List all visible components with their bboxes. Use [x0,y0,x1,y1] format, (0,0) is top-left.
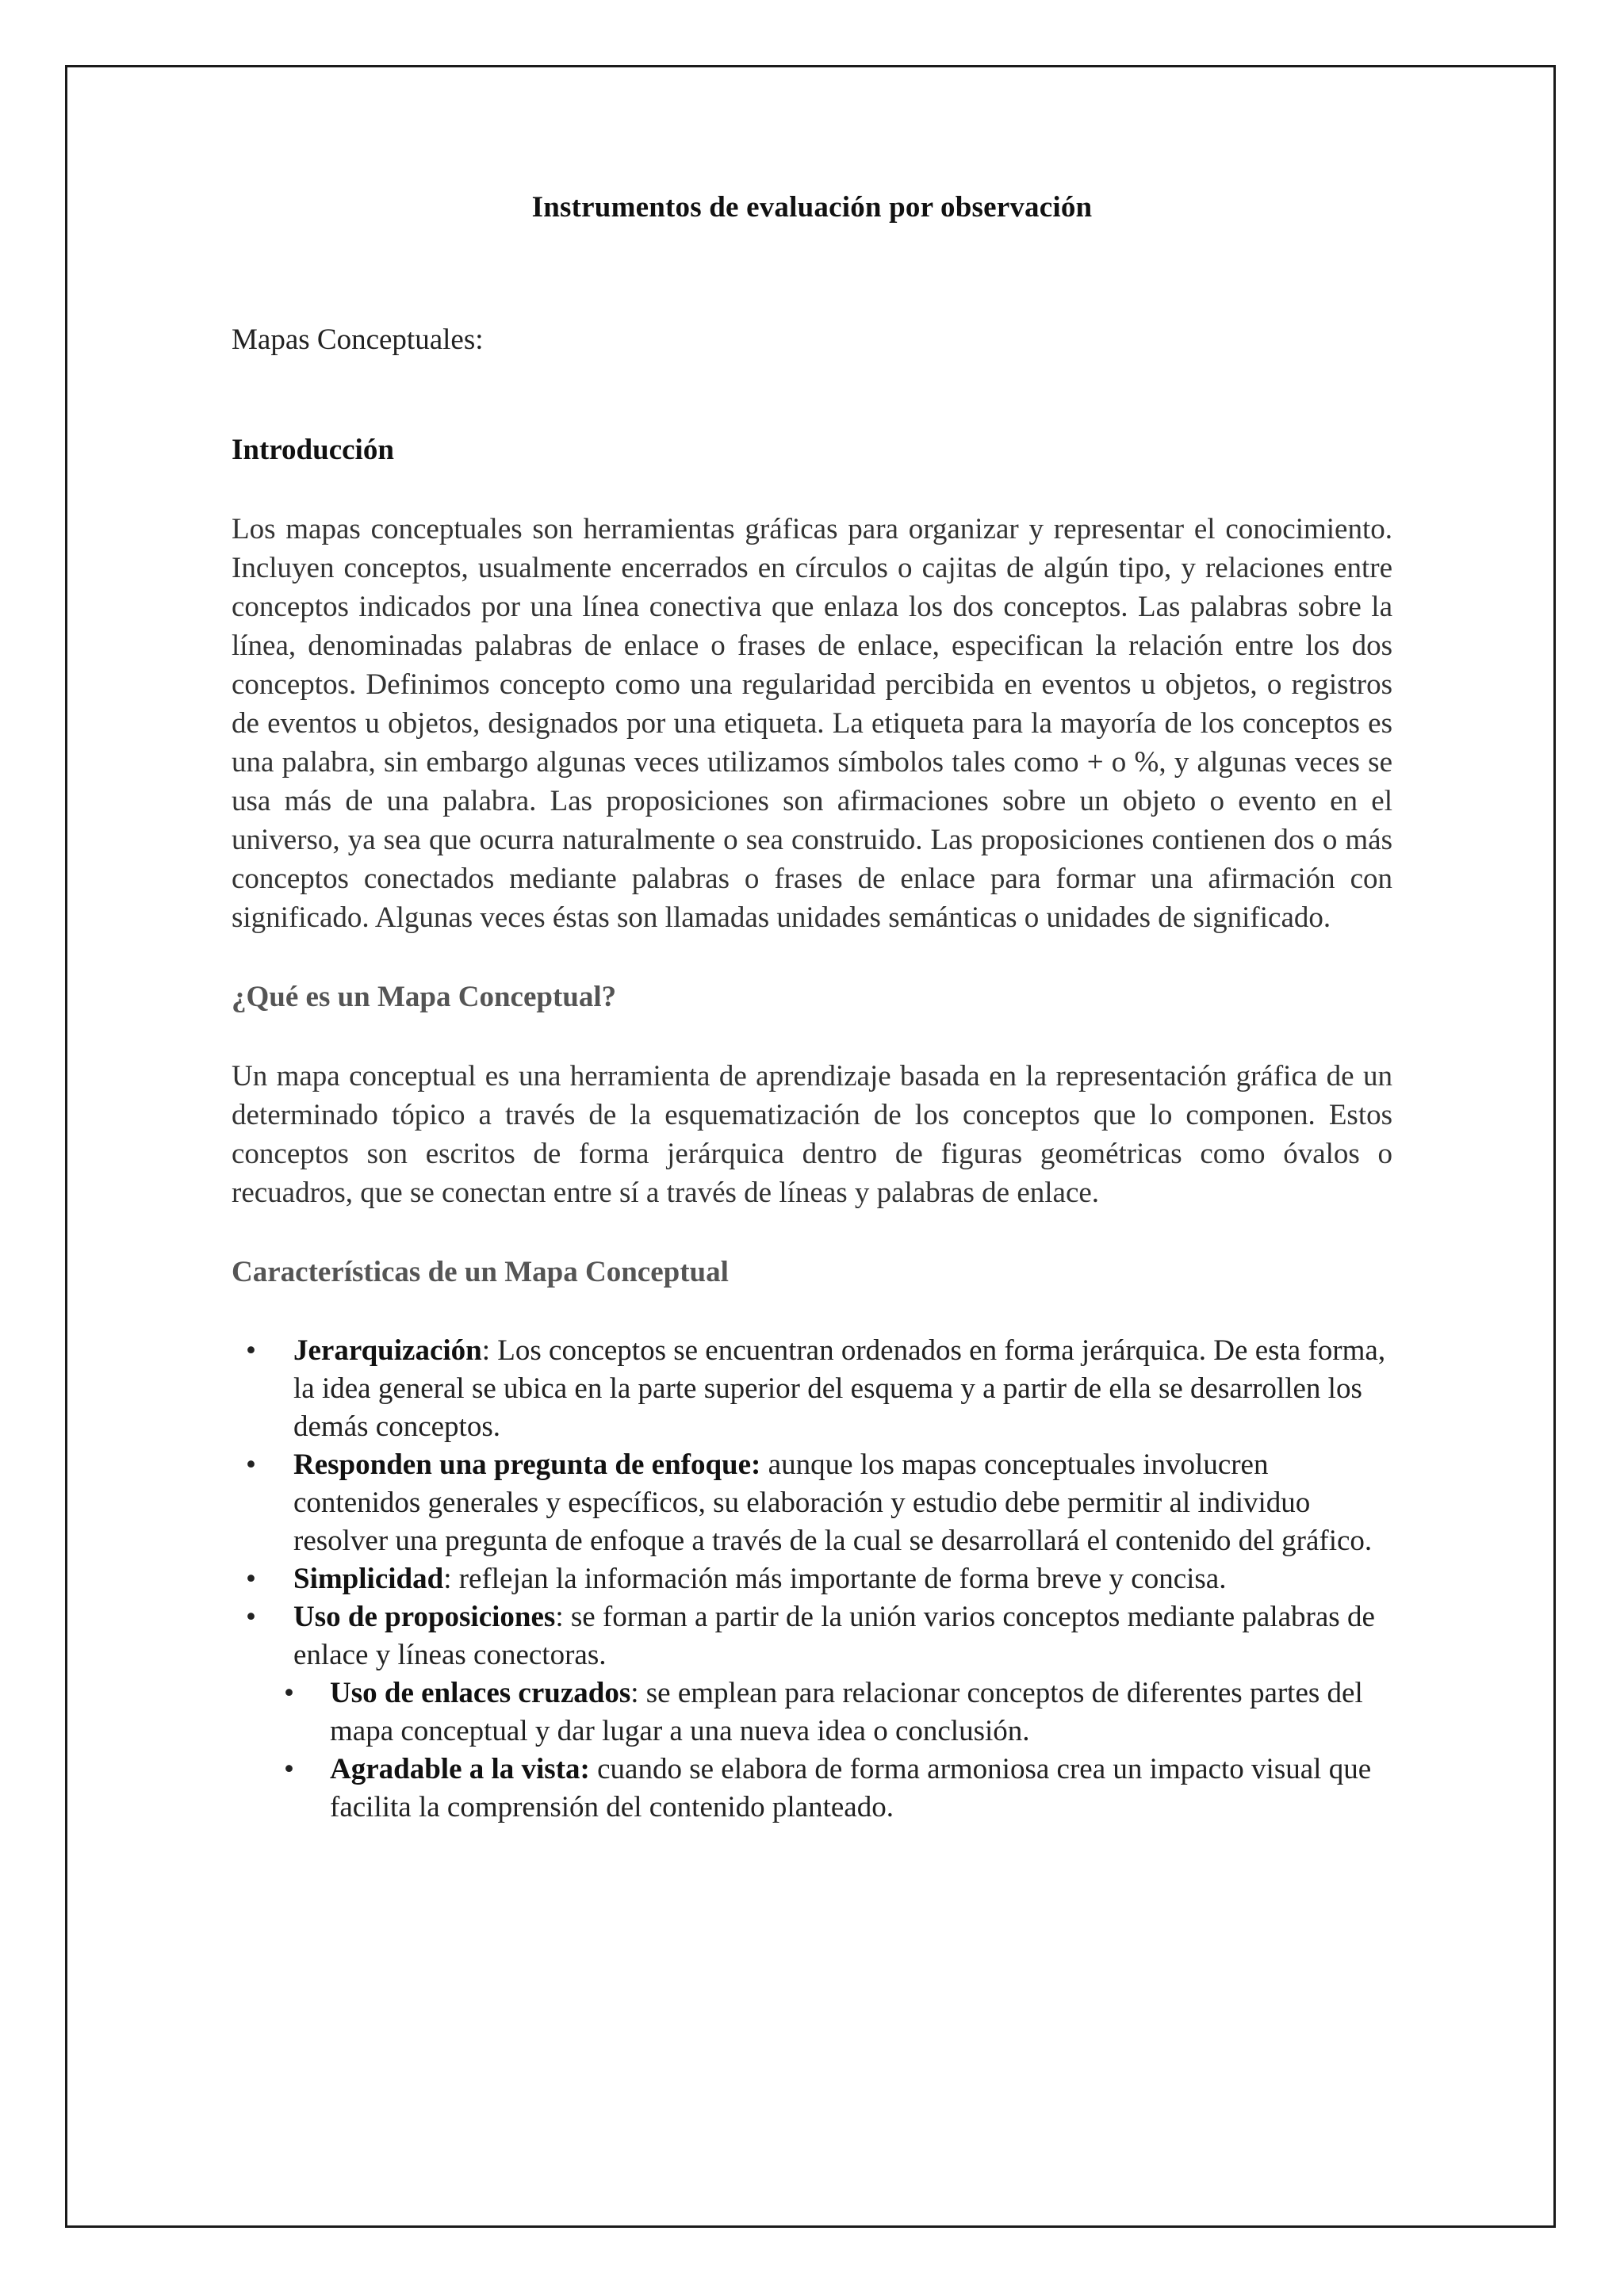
document-body [232,190,1392,1827]
list-item [232,1332,1392,1446]
feature-term: Uso de enlaces cruzados [330,1677,631,1709]
bullet-icon: • [246,1563,256,1595]
list-item [232,1751,1392,1827]
bullet-icon: • [284,1677,294,1709]
intro-paragraph: Los mapas conceptuales son herramientas gráficas para organizar y representar el conocimiento. Incluyen conceptos, usualmente encerrados en círculos o cajitas de algún tipo, y relaciones entre conceptos indicados por una línea conectiva que enlaza los dos conceptos. Las palabras sobre la línea, denominadas palabras de enlace o frases de enlace, especifican la relación entre los dos conceptos. Definimos concepto como una regularidad percibida en eventos u objetos, o registros de eventos u objetos, designados por una etiqueta. La etiqueta para la mayoría de los conceptos es una palabra, sin embargo algunas veces utilizamos símbolos tales como + o %, y algunas veces se usa más de una palabra. Las proposiciones son afirmaciones sobre un objeto o evento en el universo, ya sea que ocurra naturalmente o sea construido. Las proposiciones contienen dos o más conceptos conectados mediante palabras o frases de enlace para formar una afirmación con significado. Algunas veces éstas son llamadas unidades semánticas o unidades de significado. [232,513,1392,934]
feature-term: Jerarquización [293,1334,482,1367]
bullet-icon: • [246,1334,256,1367]
what-is-heading: ¿Qué es un Mapa Conceptual? [232,981,617,1013]
feature-term: Agradable a la vista: [330,1753,590,1785]
features-list [232,1332,1392,1827]
list-item [232,1674,1392,1751]
feature-term: Uso de proposiciones [293,1601,556,1633]
feature-text: : se emplean para relacionar conceptos de diferentes partes del mapa conceptual y dar lugar a una nueva idea o conclusión. [330,1677,1363,1747]
feature-term: Responden una pregunta de enfoque: [293,1448,761,1481]
feature-term: Simplicidad [293,1563,444,1595]
section-label: Mapas Conceptuales: [232,323,484,356]
intro-heading: Introducción [232,434,394,466]
feature-text: aunque los mapas conceptuales involucren contenidos generales y específicos, su elaboración y estudio debe permitir al individuo resolver una pregunta de enfoque a través de la cual se desarrollará el contenido del gráfico. [293,1448,1373,1557]
document-title: Instrumentos de evaluación por observación [531,191,1093,224]
bullet-icon: • [246,1448,256,1481]
feature-text: : Los conceptos se encuentran ordenados en forma jerárquica. De esta forma, la idea general se ubica en la parte superior del esquema y a partir de ella se desarrollen los demás conceptos. [293,1334,1386,1443]
feature-text: cuando se elabora de forma armoniosa crea un impacto visual que facilita la comprensión del contenido planteado. [330,1753,1372,1823]
list-item [232,1446,1392,1560]
bullet-icon: • [284,1753,294,1785]
features-heading: Características de un Mapa Conceptual [232,1256,729,1288]
list-item [232,1560,1392,1598]
bullet-icon: • [246,1601,256,1633]
feature-text: : se forman a partir de la unión varios conceptos mediante palabras de enlace y líneas conectoras. [293,1601,1375,1671]
what-is-paragraph: Un mapa conceptual es una herramienta de aprendizaje basada en la representación gráfica de un determinado tópico a través de la esquematización de los conceptos que lo componen. Estos conceptos son escritos de forma jerárquica dentro de figuras geométricas como óvalos o recuadros, que se conectan entre sí a través de líneas y palabras de enlace. [232,1060,1392,1209]
list-item [232,1598,1392,1674]
feature-text: : reflejan la información más importante de forma breve y concisa. [443,1563,1227,1595]
